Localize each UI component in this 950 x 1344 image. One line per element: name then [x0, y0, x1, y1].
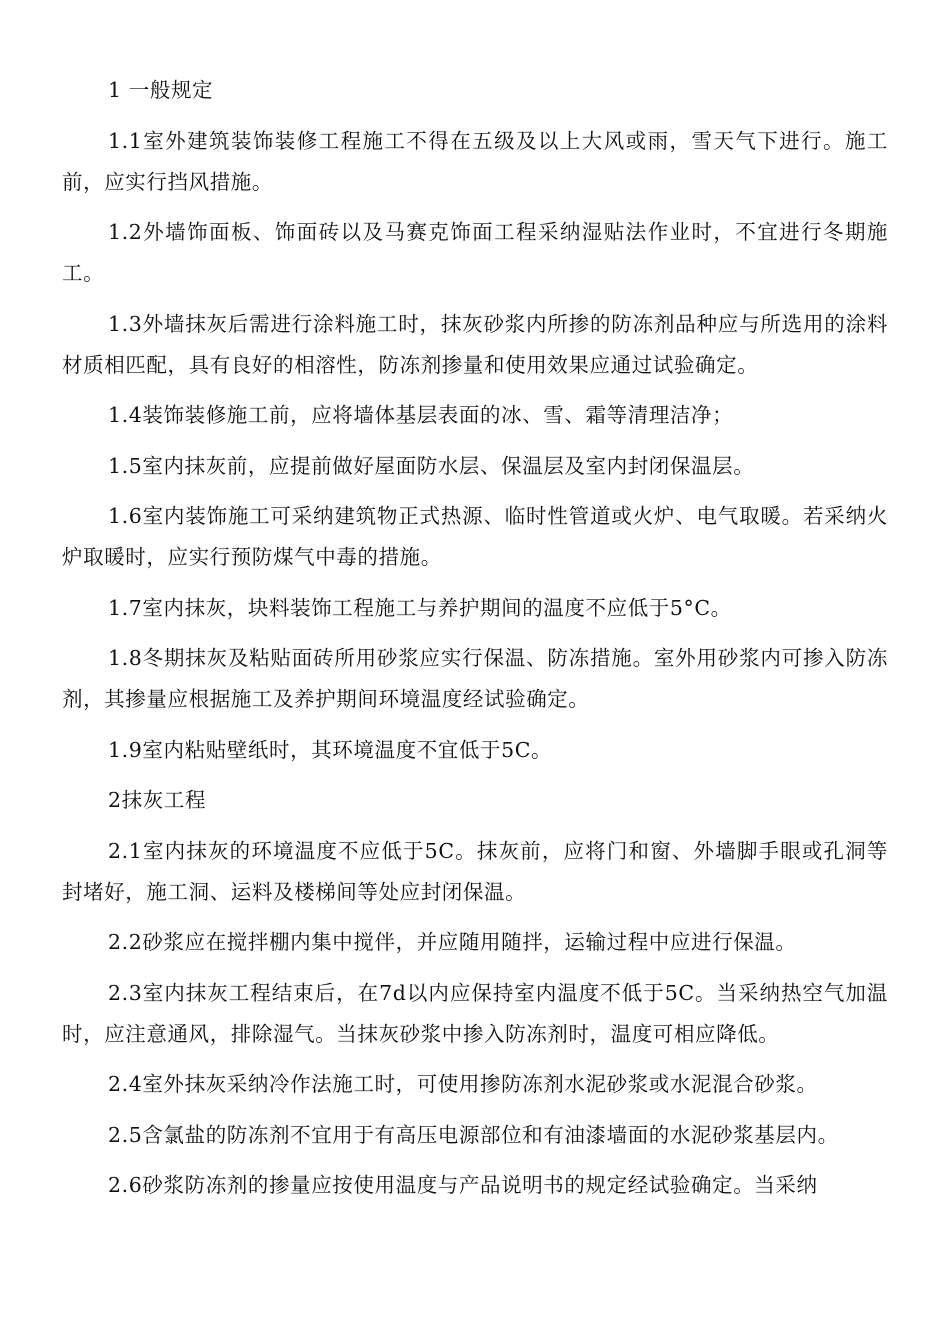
paragraph: 1.2外墙饰面板、饰面砖以及马赛克饰面工程采纳湿贴法作业时，不宜进行冬期施工。	[62, 220, 888, 285]
paragraph: 1.9室内粘贴壁纸时，其环境温度不宜低于5C。	[108, 737, 553, 762]
paragraph: 2.2砂浆应在搅拌棚内集中搅伴，并应随用随拌，运输过程中应进行保温。	[108, 930, 797, 954]
paragraph: 1.5室内抹灰前，应提前做好屋面防水层、保温层及室内封闭保温层。	[108, 453, 755, 478]
paragraph: 1.6室内装饰施工可采纳建筑物正式热源、临时性管道或火炉、电气取暖。若采纳火炉取暖时，应实行预防煤气中毒的措施。	[62, 504, 888, 569]
paragraph: 2.6砂浆防冻剂的掺量应按使用温度与产品说明书的规定经试验确定。当采纳	[108, 1173, 818, 1197]
paragraph: 2.3室内抹灰工程结束后，在7d以内应保持室内温度不低于5C。当采纳热空气加温时，应注意通风，排除湿气。当抹灰砂浆中掺入防冻剂时，温度可相应降低。	[62, 980, 888, 1046]
document-page	[62, 70, 888, 1216]
paragraph: 2.5含氯盐的防冻剂不宜用于有高压电源部位和有油漆墙面的水泥砂浆基层内。	[108, 1122, 839, 1147]
paragraph: 1.8冬期抹灰及粘贴面砖所用砂浆应实行保温、防冻措施。室外用砂浆内可掺入防冻剂，其掺量应根据施工及养护期间环境温度经试验确定。	[62, 646, 888, 711]
paragraph: 2.1室内抹灰的环境温度不应低于5C。抹灰前，应将门和窗、外墙脚手眼或孔洞等封堵好，施工洞、运料及楼梯间等处应封闭保温。	[62, 838, 888, 904]
paragraph: 2.4室外抹灰采纳冷作法施工时，可使用掺防冻剂水泥砂浆或水泥混合砂浆。	[108, 1072, 818, 1096]
section-heading: 1 一般规定	[108, 78, 214, 102]
paragraph: 1.3外墙抹灰后需进行涂料施工时，抹灰砂浆内所掺的防冻剂品种应与所选用的涂料材质相匹配，具有良好的相溶性，防冻剂掺量和使用效果应通过试验确定。	[62, 311, 888, 377]
paragraph: 1.1室外建筑装饰装修工程施工不得在五级及以上大风或雨，雪天气下进行。施工前，应实行挡风措施。	[62, 128, 888, 194]
paragraph: 1.7室内抹灰，块料装饰工程施工与养护期间的温度不应低于5°C。	[108, 595, 732, 620]
paragraph: 1.4装饰装修施工前，应将墙体基层表面的冰、雪、霜等清理洁净；	[108, 403, 734, 427]
section-heading: 2抹灰工程	[108, 788, 207, 812]
